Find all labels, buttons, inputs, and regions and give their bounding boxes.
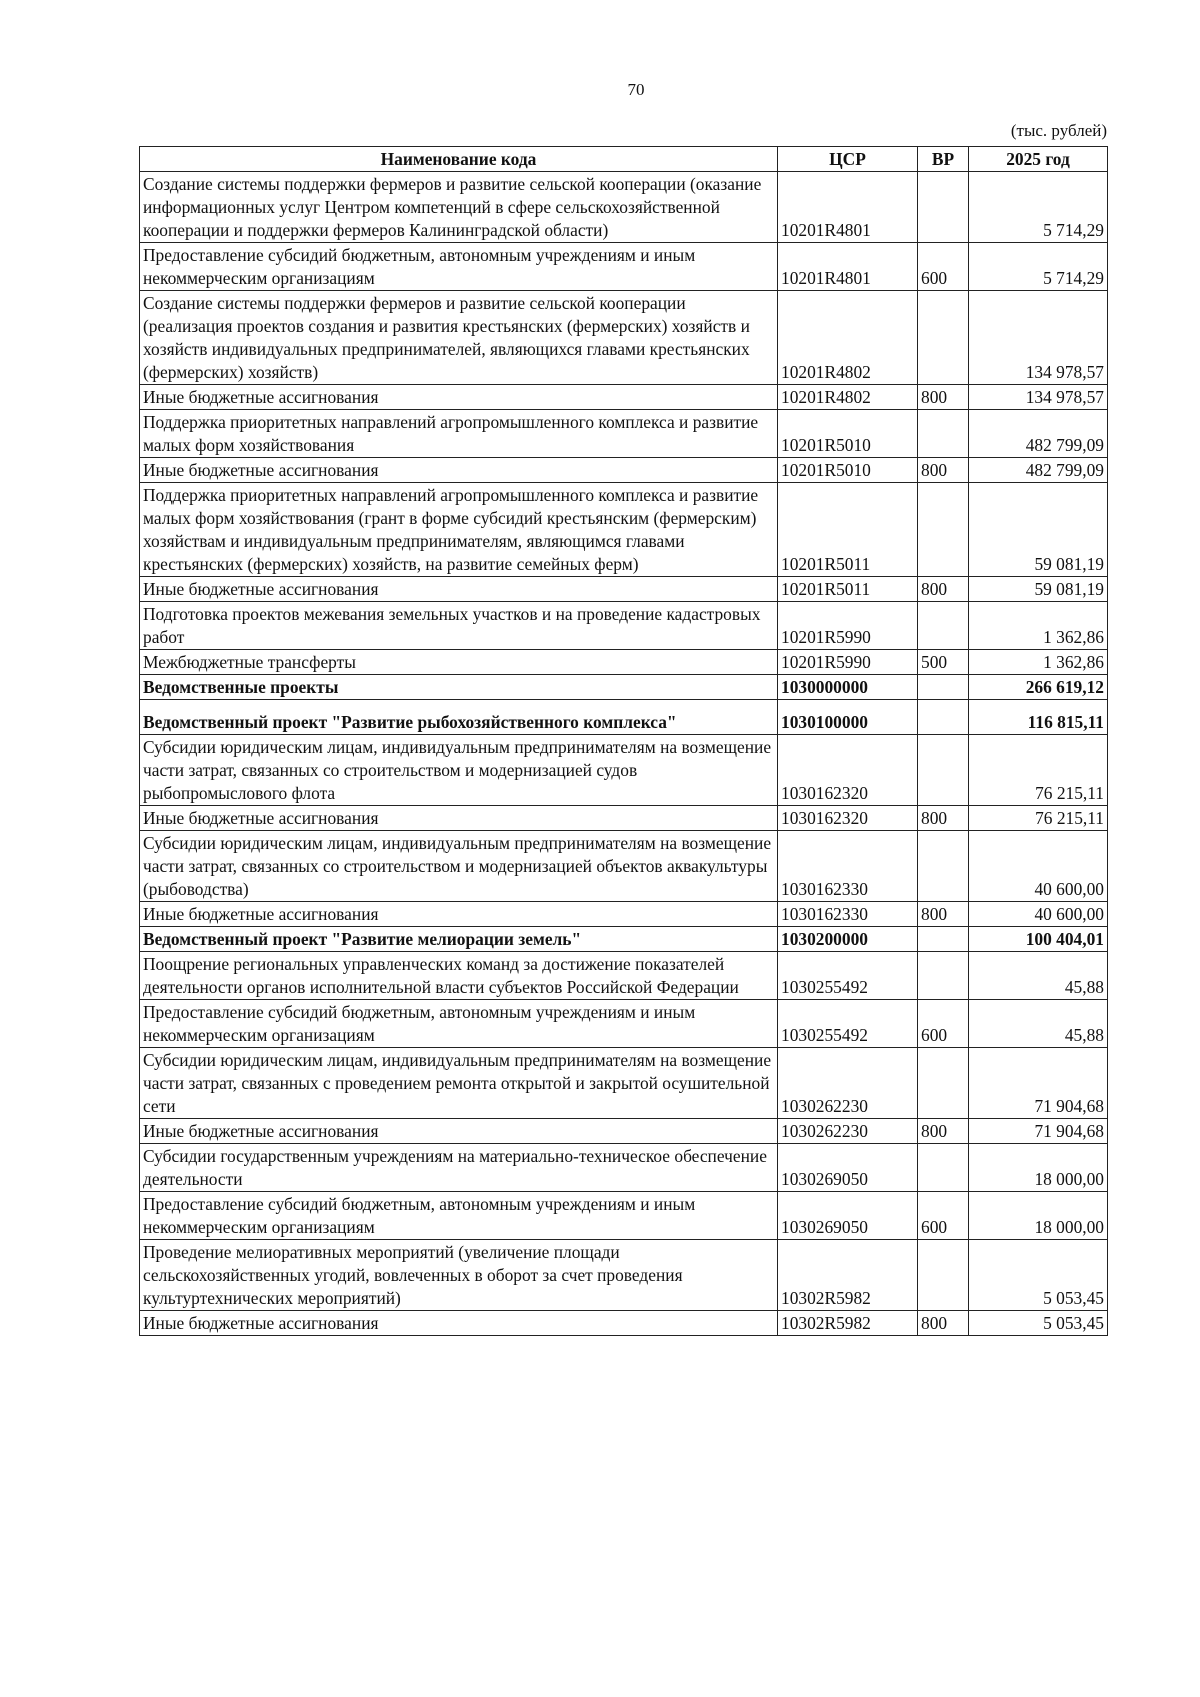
- table-row: [140, 952, 1108, 1000]
- table-row: [140, 650, 1108, 675]
- table-row: [140, 1000, 1108, 1048]
- row-csr-cell: 1030162330: [778, 902, 918, 927]
- row-amount-cell: 40 600,00: [969, 831, 1108, 902]
- header-vr: ВР: [918, 147, 969, 172]
- row-vr-cell: [918, 952, 969, 1000]
- table-row: [140, 385, 1108, 410]
- row-vr-cell: [918, 831, 969, 902]
- table-row: [140, 675, 1108, 700]
- row-name-cell: Иные бюджетные ассигнования: [140, 458, 778, 483]
- row-amount-cell: 40 600,00: [969, 902, 1108, 927]
- table-row: [140, 291, 1108, 385]
- row-name-cell: Ведомственный проект "Развитие мелиорации земель": [140, 927, 778, 952]
- row-amount-cell: 18 000,00: [969, 1144, 1108, 1192]
- row-amount-cell: 71 904,68: [969, 1048, 1108, 1119]
- table-row: [140, 458, 1108, 483]
- row-csr-cell: 10201R5990: [778, 602, 918, 650]
- table-row: [140, 1144, 1108, 1192]
- row-csr-cell: 10201R5011: [778, 483, 918, 577]
- row-amount-cell: 59 081,19: [969, 577, 1108, 602]
- row-amount-cell: 5 053,45: [969, 1240, 1108, 1311]
- row-name-cell: Поддержка приоритетных направлений агропромышленного комплекса и развитие малых форм хозяйствования (грант в форме субсидий крестьянским (фермерским) хозяйствам и индивидуальным предпринимателям, являющимся главами крестьянских (фермерских) хозяйств, на развитие семейных ферм): [140, 483, 778, 577]
- row-vr-cell: 800: [918, 902, 969, 927]
- table-header-row: [140, 147, 1108, 172]
- row-vr-cell: 500: [918, 650, 969, 675]
- row-amount-cell: 1 362,86: [969, 650, 1108, 675]
- row-name-cell: Проведение мелиоративных мероприятий (увеличение площади сельскохозяйственных угодий, вовлеченных в оборот за счет проведения культуртехнических мероприятий): [140, 1240, 778, 1311]
- row-amount-cell: 5 053,45: [969, 1311, 1108, 1336]
- row-amount-cell: 76 215,11: [969, 806, 1108, 831]
- table-row: [140, 927, 1108, 952]
- table-row: [140, 483, 1108, 577]
- row-csr-cell: 1030255492: [778, 1000, 918, 1048]
- row-name-cell: Иные бюджетные ассигнования: [140, 1119, 778, 1144]
- page-number: 70: [627, 80, 645, 99]
- row-vr-cell: [918, 735, 969, 806]
- row-name-cell: Межбюджетные трансферты: [140, 650, 778, 675]
- row-vr-cell: [918, 291, 969, 385]
- row-name-cell: Ведомственный проект "Развитие рыбохозяйственного комплекса": [140, 700, 778, 735]
- row-amount-cell: 1 362,86: [969, 602, 1108, 650]
- row-amount-cell: 134 978,57: [969, 385, 1108, 410]
- header-csr: ЦСР: [778, 147, 918, 172]
- row-csr-cell: 1030200000: [778, 927, 918, 952]
- table-row: [140, 410, 1108, 458]
- row-vr-cell: [918, 1240, 969, 1311]
- table-row: [140, 602, 1108, 650]
- row-csr-cell: 10201R4802: [778, 291, 918, 385]
- row-csr-cell: 1030269050: [778, 1144, 918, 1192]
- row-vr-cell: 600: [918, 243, 969, 291]
- row-csr-cell: 1030269050: [778, 1192, 918, 1240]
- row-name-cell: Иные бюджетные ассигнования: [140, 902, 778, 927]
- budget-table: [139, 146, 1108, 1336]
- row-vr-cell: 800: [918, 577, 969, 602]
- row-name-cell: Иные бюджетные ассигнования: [140, 385, 778, 410]
- row-name-cell: Ведомственные проекты: [140, 675, 778, 700]
- row-name-cell: Иные бюджетные ассигнования: [140, 806, 778, 831]
- row-amount-cell: 116 815,11: [969, 700, 1108, 735]
- table-row: [140, 1192, 1108, 1240]
- row-name-cell: Субсидии юридическим лицам, индивидуальным предпринимателям на возмещение части затрат, связанных с проведением ремонта открытой и закрытой осушительной сети: [140, 1048, 778, 1119]
- row-csr-cell: 10302R5982: [778, 1311, 918, 1336]
- table-row: [140, 700, 1108, 735]
- row-name-cell: Субсидии юридическим лицам, индивидуальным предпринимателям на возмещение части затрат, связанных со строительством и модернизацией объектов аквакультуры (рыбоводства): [140, 831, 778, 902]
- row-name-cell: Подготовка проектов межевания земельных участков и на проведение кадастровых работ: [140, 602, 778, 650]
- row-vr-cell: [918, 410, 969, 458]
- row-csr-cell: 1030162320: [778, 806, 918, 831]
- row-csr-cell: 1030262230: [778, 1119, 918, 1144]
- row-amount-cell: 100 404,01: [969, 927, 1108, 952]
- row-name-cell: Поддержка приоритетных направлений агропромышленного комплекса и развитие малых форм хозяйствования: [140, 410, 778, 458]
- header-name: Наименование кода: [140, 147, 778, 172]
- row-vr-cell: 600: [918, 1192, 969, 1240]
- row-amount-cell: 482 799,09: [969, 458, 1108, 483]
- row-csr-cell: 1030000000: [778, 675, 918, 700]
- table-row: [140, 1048, 1108, 1119]
- table-row: [140, 577, 1108, 602]
- row-vr-cell: 800: [918, 458, 969, 483]
- row-vr-cell: 800: [918, 806, 969, 831]
- row-csr-cell: 1030162320: [778, 735, 918, 806]
- row-csr-cell: 1030262230: [778, 1048, 918, 1119]
- table-row: [140, 902, 1108, 927]
- header-year: 2025 год: [969, 147, 1108, 172]
- table-row: [140, 806, 1108, 831]
- row-csr-cell: 10201R4801: [778, 172, 918, 243]
- row-amount-cell: 134 978,57: [969, 291, 1108, 385]
- row-csr-cell: 10201R5010: [778, 410, 918, 458]
- units-label: (тыс. рублей): [1010, 121, 1107, 140]
- row-vr-cell: [918, 1144, 969, 1192]
- table-body: [140, 172, 1108, 1336]
- table-row: [140, 831, 1108, 902]
- row-vr-cell: 800: [918, 385, 969, 410]
- row-csr-cell: 1030255492: [778, 952, 918, 1000]
- row-vr-cell: [918, 675, 969, 700]
- row-name-cell: Поощрение региональных управленческих команд за достижение показателей деятельности органов исполнительной власти субъектов Российской Федерации: [140, 952, 778, 1000]
- table-row: [140, 735, 1108, 806]
- row-csr-cell: 10201R4801: [778, 243, 918, 291]
- row-name-cell: Создание системы поддержки фермеров и развитие сельской кооперации (оказание информационных услуг Центром компетенций в сфере сельскохозяйственной кооперации и поддержки фермеров Калининградской области): [140, 172, 778, 243]
- row-name-cell: Субсидии государственным учреждениям на материально-техническое обеспечение деятельности: [140, 1144, 778, 1192]
- row-amount-cell: 76 215,11: [969, 735, 1108, 806]
- row-amount-cell: 5 714,29: [969, 243, 1108, 291]
- row-amount-cell: 5 714,29: [969, 172, 1108, 243]
- row-vr-cell: [918, 172, 969, 243]
- row-amount-cell: 18 000,00: [969, 1192, 1108, 1240]
- row-name-cell: Иные бюджетные ассигнования: [140, 577, 778, 602]
- row-name-cell: Создание системы поддержки фермеров и развитие сельской кооперации (реализация проектов создания и развития крестьянских (фермерских) хозяйств и хозяйств индивидуальных предпринимателей, являющихся главами крестьянских (фермерских) хозяйств): [140, 291, 778, 385]
- row-vr-cell: 800: [918, 1119, 969, 1144]
- row-name-cell: Предоставление субсидий бюджетным, автономным учреждениям и иным некоммерческим организациям: [140, 1000, 778, 1048]
- row-amount-cell: 45,88: [969, 952, 1108, 1000]
- row-vr-cell: [918, 602, 969, 650]
- row-csr-cell: 10201R5990: [778, 650, 918, 675]
- row-name-cell: Субсидии юридическим лицам, индивидуальным предпринимателям на возмещение части затрат, связанных со строительством и модернизацией судов рыбопромыслового флота: [140, 735, 778, 806]
- row-vr-cell: 600: [918, 1000, 969, 1048]
- table-row: [140, 1119, 1108, 1144]
- row-amount-cell: 266 619,12: [969, 675, 1108, 700]
- row-csr-cell: 10201R4802: [778, 385, 918, 410]
- row-name-cell: Предоставление субсидий бюджетным, автономным учреждениям и иным некоммерческим организациям: [140, 1192, 778, 1240]
- row-vr-cell: 800: [918, 1311, 969, 1336]
- row-amount-cell: 59 081,19: [969, 483, 1108, 577]
- row-vr-cell: [918, 1048, 969, 1119]
- row-amount-cell: 45,88: [969, 1000, 1108, 1048]
- row-csr-cell: 1030162330: [778, 831, 918, 902]
- table-row: [140, 243, 1108, 291]
- row-vr-cell: [918, 483, 969, 577]
- row-csr-cell: 10201R5011: [778, 577, 918, 602]
- row-csr-cell: 1030100000: [778, 700, 918, 735]
- row-csr-cell: 10302R5982: [778, 1240, 918, 1311]
- row-vr-cell: [918, 700, 969, 735]
- row-vr-cell: [918, 927, 969, 952]
- row-csr-cell: 10201R5010: [778, 458, 918, 483]
- table-row: [140, 1311, 1108, 1336]
- table-row: [140, 1240, 1108, 1311]
- row-name-cell: Предоставление субсидий бюджетным, автономным учреждениям и иным некоммерческим организациям: [140, 243, 778, 291]
- row-amount-cell: 482 799,09: [969, 410, 1108, 458]
- row-amount-cell: 71 904,68: [969, 1119, 1108, 1144]
- row-name-cell: Иные бюджетные ассигнования: [140, 1311, 778, 1336]
- table-row: [140, 172, 1108, 243]
